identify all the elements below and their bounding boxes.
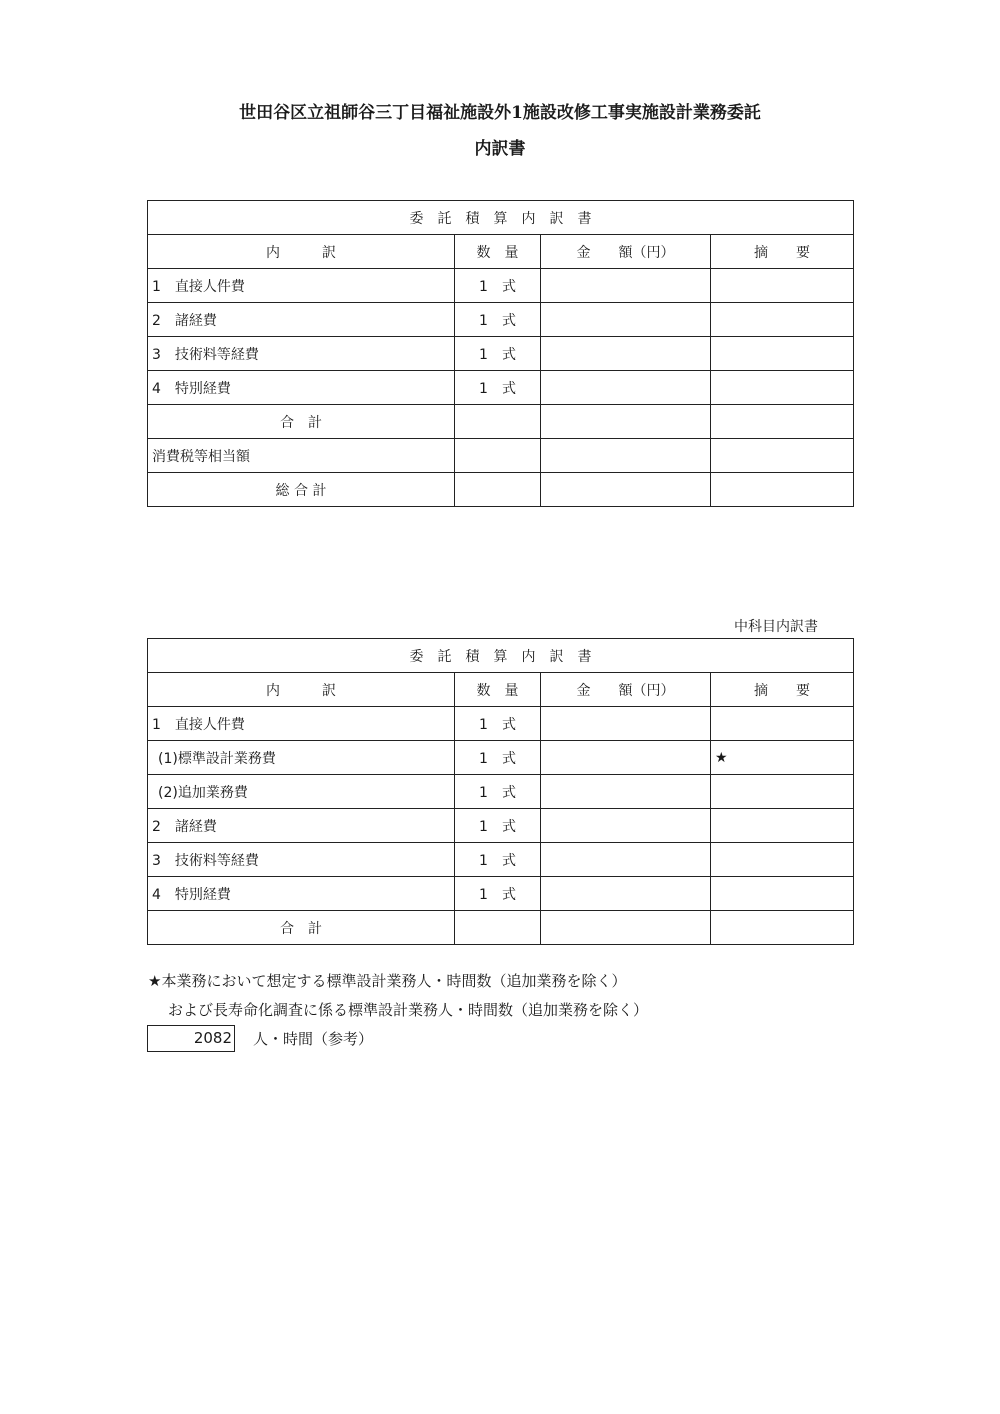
row-amount (541, 741, 711, 775)
row-note (711, 337, 854, 371)
person-hours-unit: 人・時間（参考） (253, 1030, 374, 1048)
row-note (711, 843, 854, 877)
row-note (711, 473, 854, 507)
row-qty: 1 式 (455, 877, 541, 911)
row-amount (541, 371, 711, 405)
subtotal-label: 合 計 (148, 405, 455, 439)
row-qty (455, 911, 541, 945)
table-heading: 委 託 積 算 内 訳 書 (148, 639, 854, 673)
table-row (148, 303, 854, 337)
subtotal-row (148, 405, 854, 439)
row-amount (541, 775, 711, 809)
row-item: 3 技術料等経費 (148, 843, 455, 877)
document-title: 世田谷区立祖師谷三丁目福祉施設外1施設改修工事実施設計業務委託 (239, 103, 761, 123)
column-header-qty: 数 量 (455, 673, 541, 707)
table-heading-row (148, 639, 854, 673)
row-qty: 1 式 (455, 337, 541, 371)
row-item: 4 特別経費 (148, 371, 455, 405)
row-note (711, 303, 854, 337)
row-qty: 1 式 (455, 741, 541, 775)
main-breakdown-table (147, 200, 854, 507)
row-amount (541, 911, 711, 945)
row-qty: 1 式 (455, 303, 541, 337)
row-amount (541, 707, 711, 741)
row-qty: 1 式 (455, 843, 541, 877)
row-amount (541, 405, 711, 439)
row-note (711, 911, 854, 945)
column-header-row (148, 673, 854, 707)
tax-row (148, 439, 854, 473)
grand-total-row (148, 473, 854, 507)
table-row (148, 269, 854, 303)
grand-total-label: 総 合 計 (148, 473, 455, 507)
row-amount (541, 337, 711, 371)
document-subtitle: 内訳書 (474, 139, 526, 159)
sub-breakdown-table (147, 638, 854, 945)
row-amount (541, 303, 711, 337)
row-amount (541, 439, 711, 473)
table-heading-row (148, 201, 854, 235)
column-header-row (148, 235, 854, 269)
table-row (148, 741, 854, 775)
row-qty (455, 405, 541, 439)
row-note (711, 269, 854, 303)
row-amount (541, 877, 711, 911)
row-note (711, 371, 854, 405)
row-item: (1)標準設計業務費 (148, 741, 455, 775)
row-item: 2 諸経費 (148, 809, 455, 843)
footnote-line-2: および長寿命化調査に係る標準設計業務人・時間数（追加業務を除く） (168, 1001, 649, 1019)
sub-table-caption: 中科目内訳書 (734, 619, 818, 635)
row-item: 3 技術料等経費 (148, 337, 455, 371)
person-hours-value: 2082 (147, 1025, 235, 1052)
row-note (711, 439, 854, 473)
row-item: 2 諸経費 (148, 303, 455, 337)
table-heading: 委 託 積 算 内 訳 書 (148, 201, 854, 235)
table-row (148, 707, 854, 741)
row-qty: 1 式 (455, 775, 541, 809)
tax-label: 消費税等相当額 (148, 439, 455, 473)
column-header-amount: 金 額（円） (541, 235, 711, 269)
row-note-star: ★ (711, 741, 854, 775)
table-row (148, 775, 854, 809)
row-item: 1 直接人件費 (148, 707, 455, 741)
subtotal-label: 合 計 (148, 911, 455, 945)
row-amount (541, 843, 711, 877)
column-header-item: 内 訳 (148, 235, 455, 269)
subtotal-row (148, 911, 854, 945)
table-row (148, 337, 854, 371)
footnote-line-1: ★本業務において想定する標準設計業務人・時間数（追加業務を除く） (148, 972, 627, 990)
row-qty: 1 式 (455, 707, 541, 741)
row-item: 4 特別経費 (148, 877, 455, 911)
table-row (148, 843, 854, 877)
row-qty: 1 式 (455, 269, 541, 303)
column-header-item: 内 訳 (148, 673, 455, 707)
table-row (148, 371, 854, 405)
row-note (711, 877, 854, 911)
row-amount (541, 269, 711, 303)
row-note (711, 707, 854, 741)
column-header-note: 摘 要 (711, 235, 854, 269)
row-item: (2)追加業務費 (148, 775, 455, 809)
row-qty: 1 式 (455, 809, 541, 843)
table-row (148, 877, 854, 911)
row-qty: 1 式 (455, 371, 541, 405)
row-qty (455, 439, 541, 473)
row-note (711, 775, 854, 809)
row-amount (541, 473, 711, 507)
table-row (148, 809, 854, 843)
row-qty (455, 473, 541, 507)
row-item: 1 直接人件費 (148, 269, 455, 303)
column-header-amount: 金 額（円） (541, 673, 711, 707)
column-header-note: 摘 要 (711, 673, 854, 707)
row-note (711, 809, 854, 843)
column-header-qty: 数 量 (455, 235, 541, 269)
row-note (711, 405, 854, 439)
row-amount (541, 809, 711, 843)
